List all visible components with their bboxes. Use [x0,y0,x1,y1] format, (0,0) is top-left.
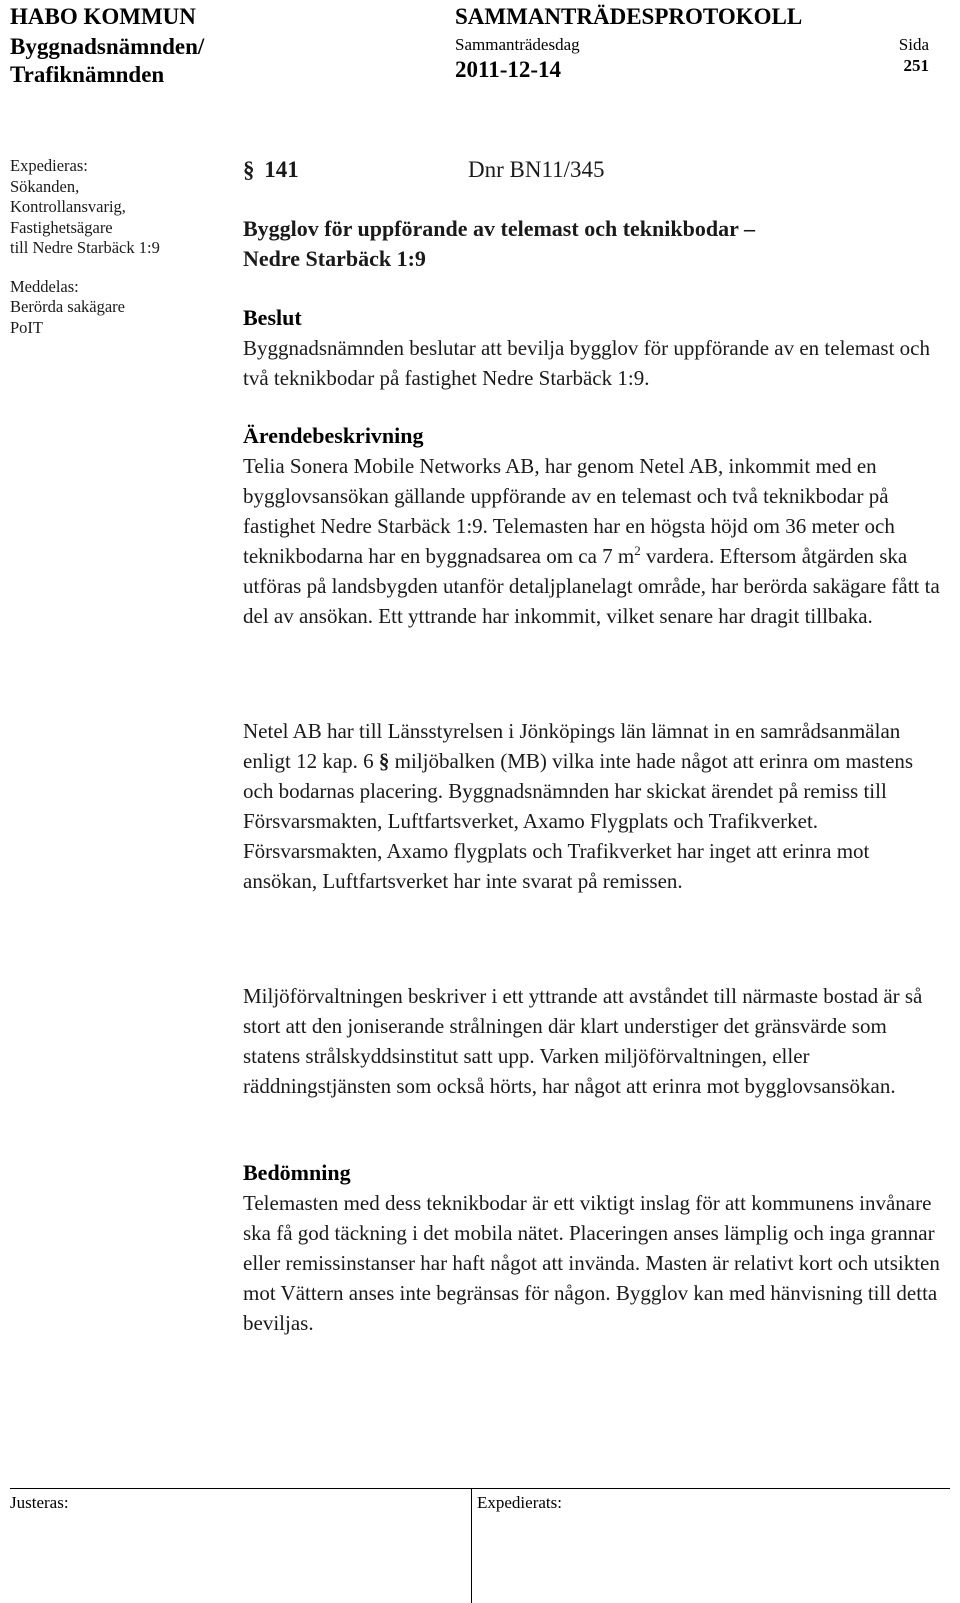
paragraph-1-part-b: vardera. Eftersom åtgärden ska utföras på landsbygden utanför detaljplanelagt område, har berörda sakägare fått ta del av ansökan. Ett yttrande har inkommit, vilket senare har dragit tillbaka. [243,544,940,628]
section-number: 141 [264,157,299,182]
paragraph-1-part-a: Telia Sonera Mobile Networks AB, har genom Netel AB, inkommit med en bygglovsansökan gällande uppförande av en telemast och två teknikbodar på fastighet Nedre Starbäck 1:9. Telemasten har en högsta höjd om 36 meter och teknikbodarna har en byggnadsarea om ca 7 m [243,454,895,568]
expedieras-item: Kontrollansvarig, [10,197,126,216]
section-title-line-1: Bygglov för uppförande av telemast och teknikbodar – [243,216,755,241]
footer-divider [471,1489,472,1603]
expedieras-label: Expedieras: [10,156,88,175]
beslut-heading: Beslut [243,305,302,330]
arendebeskrivning-paragraph-2 [243,716,943,896]
document-type: SAMMANTRÄDESPROTOKOLL [455,4,803,29]
arendebeskrivning-paragraph-3-block [243,981,943,1101]
bedomning-heading: Bedömning [243,1160,351,1185]
committee-line-1: Byggnadsnämnden/ [10,34,205,59]
beslut-section [243,303,943,393]
date-label: Sammanträdesdag [455,35,580,54]
diarienummer: Dnr BN11/345 [468,157,605,182]
expedieras-item: Fastighetsägare [10,217,113,237]
section-symbol: § [243,157,255,182]
bedomning-section [243,1158,943,1338]
expedierats-label: Expedierats: [477,1493,562,1512]
meddelas-item: Berörda sakägare [10,297,125,316]
committee-line-2: Trafiknämnden [10,62,165,87]
paragraph-2-part-a: Netel AB har till Länsstyrelsen i Jönköpings län lämnat in en samrådsanmälan enligt 12 kap. 6 [243,719,901,773]
paragraph-2-symbol: § [378,749,390,773]
section-title-line-2: Nedre Starbäck 1:9 [243,246,426,271]
sidebar [10,156,160,338]
org-name: HABO KOMMUN [10,4,196,29]
arendebeskrivning-paragraph-3: Miljöförvaltningen beskriver i ett yttrande att avståndet till närmaste bostad är så stort att den joniserande strålningen där klart understiger det gränsvärde som statens strålskyddsinstitut satt upp. Varken miljöförvaltningen, eller räddningstjänsten som också hörts, har något att erinra mot bygglovsansökan. [243,984,923,1098]
expedieras-item: Sökanden, [10,176,80,196]
section-title [243,214,943,274]
arendebeskrivning-section [243,421,943,631]
meeting-date: 2011-12-14 [455,57,562,82]
arendebeskrivning-heading: Ärendebeskrivning [243,423,424,448]
section-header [243,157,943,187]
page-label: Sida [898,35,929,54]
page-number: 251 [903,56,929,75]
justeras-label: Justeras: [10,1493,69,1512]
meddelas-label: Meddelas: [10,276,79,296]
footer-rule [10,1488,950,1489]
paragraph-2-part-b: miljöbalken (MB) vilka inte hade något att erinra om mastens och bodarnas placering. Byggnadsnämnden har skickat ärendet på remiss till Försvarsmakten, Luftfartsverket, Axamo Flygplats och Trafikverket. Försvarsmakten, Axamo flygplats och Trafikverket har inget att erinra mot ansökan, Luftfartsverket har inte svarat på remissen. [243,749,914,893]
meddelas-item: PoIT [10,317,43,337]
arendebeskrivning-paragraph-1 [243,451,943,631]
expedieras-item: till Nedre Starbäck 1:9 [10,238,160,257]
superscript-2: 2 [634,543,641,558]
beslut-text: Byggnadsnämnden beslutar att bevilja bygglov för uppförande av en telemast och två teknikbodar på fastighet Nedre Starbäck 1:9. [243,336,930,390]
arendebeskrivning-paragraph-2-block [243,716,943,896]
bedomning-text: Telemasten med dess teknikbodar är ett viktigt inslag för att kommunens invånare ska få god täckning i det mobila nätet. Placeringen anses lämplig och inga grannar eller remissinstanser har haft något att invända. Masten är relativt kort och utsikten mot Vättern anses inte begränsas för någon. Bygglov kan med hänvisning till detta beviljas. [243,1191,940,1335]
